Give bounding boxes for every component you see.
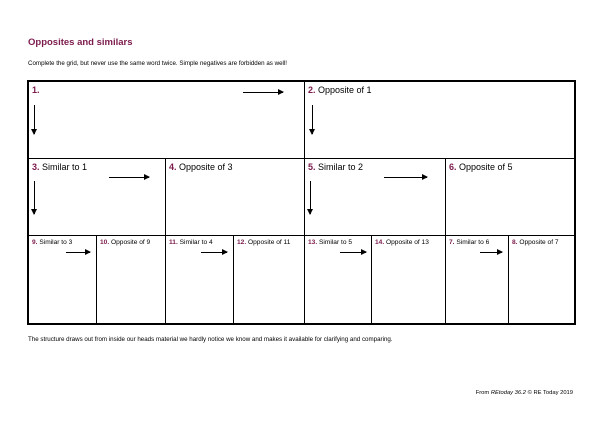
cell-label: Opposite of 5 — [456, 162, 513, 172]
instructions: Complete the grid, but never use the same word twice. Simple negatives are forbidden as well! — [28, 60, 287, 67]
down-arrow-icon — [34, 181, 35, 214]
cell-number: 2. — [308, 85, 316, 95]
cell-number: 3. — [32, 162, 40, 172]
cell-13[interactable] — [305, 236, 372, 325]
cell-label: Similar to 3 — [37, 239, 73, 246]
right-arrow-icon — [480, 252, 502, 253]
cell-label: Similar to 1 — [39, 162, 88, 172]
cell-number: 11. — [169, 239, 178, 246]
cell-11[interactable] — [166, 236, 234, 325]
down-arrow-icon — [34, 105, 35, 134]
cell-number: 4. — [169, 162, 177, 172]
cell-number: 13. — [308, 239, 318, 246]
word-grid — [27, 80, 576, 325]
right-arrow-icon — [384, 177, 427, 178]
cell-label: Similar to 5 — [317, 239, 352, 246]
cell-number: 1. — [32, 85, 40, 95]
down-arrow-icon — [312, 105, 313, 134]
cell-4[interactable] — [166, 159, 305, 236]
cell-number: 9. — [32, 239, 38, 246]
cell-number: 5. — [308, 162, 316, 172]
cell-number: 7. — [449, 239, 455, 246]
cell-label: Similar to 6 — [454, 239, 490, 246]
cell-number: 14. — [375, 239, 385, 246]
cell-12[interactable] — [234, 236, 305, 325]
right-arrow-icon — [66, 252, 90, 253]
cell-2[interactable] — [305, 82, 576, 159]
cell-14[interactable] — [372, 236, 446, 325]
cell-number: 8. — [512, 239, 518, 246]
cell-5[interactable] — [305, 159, 446, 236]
cell-label: Similar to 2 — [315, 162, 364, 172]
cell-1[interactable] — [29, 82, 305, 159]
right-arrow-icon — [201, 252, 227, 253]
cell-6[interactable] — [446, 159, 576, 236]
cell-label: Opposite of 7 — [517, 239, 559, 246]
footer-note: The structure draws out from inside our heads material we hardly notice we know and makes it available for clarifying and comparing. — [28, 336, 393, 343]
cell-label: Opposite of 9 — [109, 239, 151, 246]
cell-7[interactable] — [446, 236, 509, 325]
cell-number: 6. — [449, 162, 457, 172]
cell-label: Opposite of 1 — [315, 85, 372, 95]
cell-10[interactable] — [97, 236, 166, 325]
cell-label: Opposite of 3 — [176, 162, 233, 172]
right-arrow-icon — [243, 92, 283, 93]
credit-suffix: © RE Today 2019 — [525, 390, 573, 396]
worksheet-title: Opposites and similars — [28, 37, 133, 48]
cell-number: 12. — [237, 239, 247, 246]
cell-9[interactable] — [29, 236, 97, 325]
cell-3[interactable] — [29, 159, 166, 236]
cell-label: Opposite of 13 — [384, 239, 429, 246]
credit-line — [476, 390, 573, 396]
down-arrow-icon — [310, 181, 311, 214]
credit-source: REtoday 36.2 — [490, 390, 526, 396]
cell-number: 10. — [100, 239, 110, 246]
cell-label: Similar to 4 — [177, 239, 213, 246]
right-arrow-icon — [340, 252, 366, 253]
right-arrow-icon — [109, 177, 149, 178]
cell-label: Opposite of 11 — [246, 239, 291, 246]
credit-prefix: From — [475, 390, 491, 396]
cell-8[interactable] — [509, 236, 576, 325]
